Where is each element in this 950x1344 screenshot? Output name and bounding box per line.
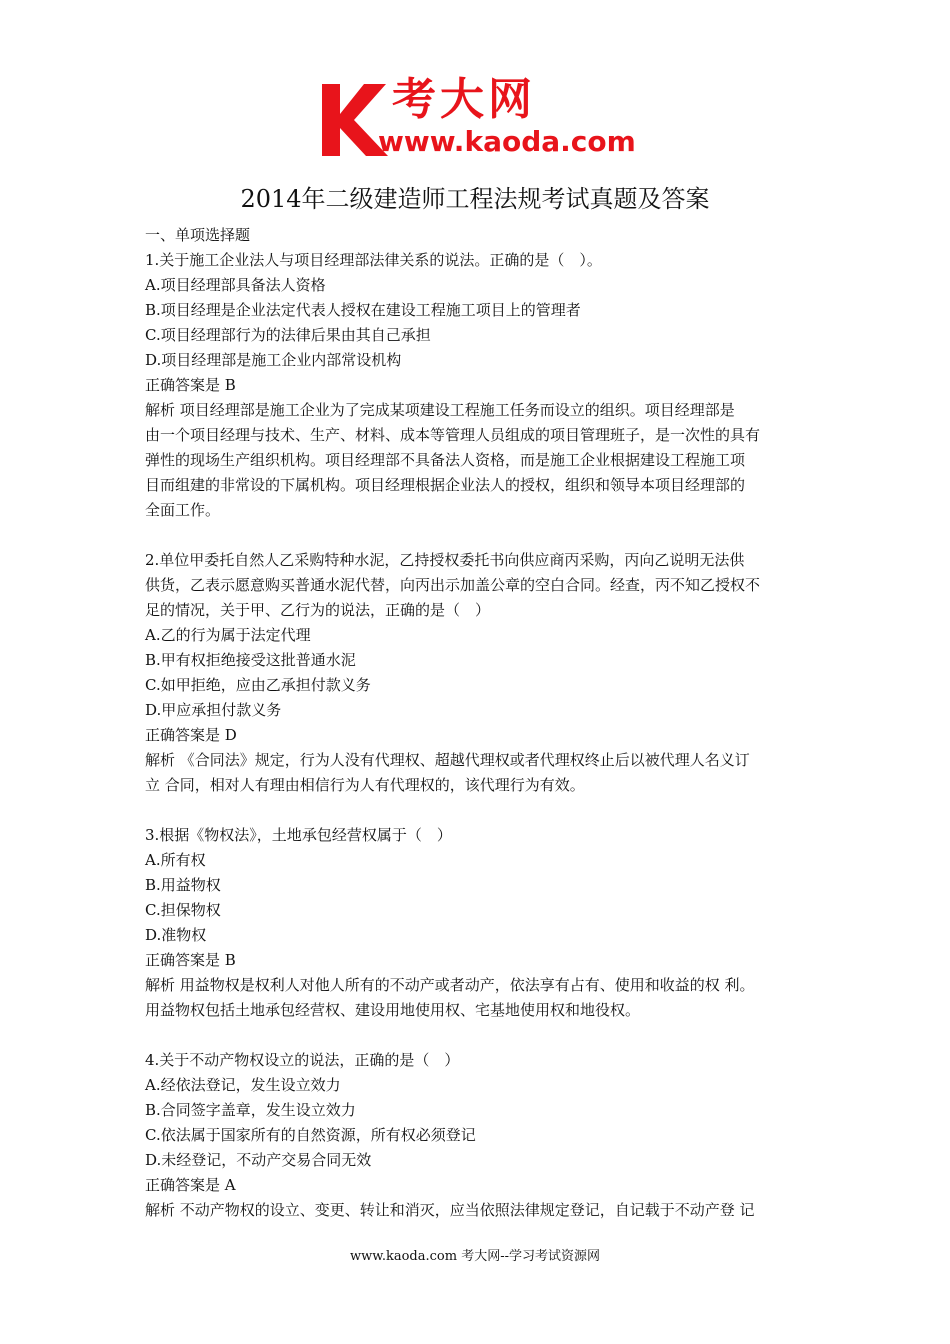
correct-answer: 正确答案是 B <box>145 951 236 969</box>
answer-analysis: 解析 《合同法》规定，行为人没有代理权、超越代理权或者代理权终止后以被代理人名义订 <box>145 751 750 769</box>
question-block <box>145 548 817 798</box>
logo-url: www.kaoda.com <box>378 125 636 158</box>
page-footer: www.kaoda.com 考大网--学习考试资源网 <box>350 1249 600 1264</box>
question-stem: 3.根据《物权法》，土地承包经营权属于（ ） <box>145 826 452 844</box>
question-stem: 2.单位甲委托自然人乙采购特种水泥，乙持授权委托书向供应商丙采购，丙向乙说明无法供 <box>145 551 745 569</box>
answer-analysis: 解析 用益物权是权利人对他人所有的不动产或者动产，依法享有占有、使用和收益的权 利。 <box>145 976 755 994</box>
answer-option: D.甲应承担付款义务 <box>145 701 282 719</box>
answer-option: D.准物权 <box>145 926 207 944</box>
question-stem: 1.关于施工企业法人与项目经理部法律关系的说法。正确的是（ ）。 <box>145 251 602 269</box>
question-stem: 足的情况，关于甲、乙行为的说法，正确的是（ ） <box>145 601 491 619</box>
answer-analysis: 解析 不动产物权的设立、变更、转让和消灭，应当依照法律规定登记，自记载于不动产登 记 <box>145 1201 755 1219</box>
answer-analysis: 由一个项目经理与技术、生产、材料、成本等管理人员组成的项目管理班子，是一次性的具有 <box>145 426 761 444</box>
document-body <box>145 223 817 1223</box>
question-block <box>145 823 817 1023</box>
answer-option: C.担保物权 <box>145 901 221 919</box>
answer-option: A.所有权 <box>145 851 206 869</box>
question-spacer <box>145 1023 817 1048</box>
answer-option: C.如甲拒绝，应由乙承担付款义务 <box>145 676 371 694</box>
answer-option: A.项目经理部具备法人资格 <box>145 276 326 294</box>
answer-option: D.未经登记，不动产交易合同无效 <box>145 1151 372 1169</box>
answer-option: C.依法属于国家所有的自然资源，所有权必须登记 <box>145 1126 476 1144</box>
answer-analysis: 全面工作。 <box>145 501 221 519</box>
answer-option: B.用益物权 <box>145 876 221 894</box>
answer-option: B.项目经理是企业法定代表人授权在建设工程施工项目上的管理者 <box>145 301 581 319</box>
answer-option: B.甲有权拒绝接受这批普通水泥 <box>145 651 356 669</box>
answer-analysis: 解析 项目经理部是施工企业为了完成某项建设工程施工任务而设立的组织。项目经理部是 <box>145 401 735 419</box>
answer-analysis: 立 合同，相对人有理由相信行为人有代理权的，该代理行为有效。 <box>145 776 585 794</box>
question-spacer <box>145 798 817 823</box>
answer-analysis: 目而组建的非常设的下属机构。项目经理根据企业法人的授权，组织和领导本项目经理部的 <box>145 476 746 494</box>
page-title: 2014年二级建造师工程法规考试真题及答案 <box>240 185 710 213</box>
question-stem: 4.关于不动产物权设立的说法，正确的是（ ） <box>145 1051 460 1069</box>
question-block <box>145 1048 817 1223</box>
logo-chinese-name: 考大网 <box>392 74 536 125</box>
section-heading: 一、单项选择题 <box>145 226 251 244</box>
answer-option: D.项目经理部是施工企业内部常设机构 <box>145 351 402 369</box>
answer-option: A.乙的行为属于法定代理 <box>145 626 311 644</box>
answer-option: B.合同签字盖章，发生设立效力 <box>145 1101 356 1119</box>
correct-answer: 正确答案是 B <box>145 376 236 394</box>
question-stem: 供货，乙表示愿意购买普通水泥代替，向丙出示加盖公章的空白合同。经查，丙不知乙授权不 <box>145 576 761 594</box>
question-block <box>145 248 817 523</box>
answer-option: A.经依法登记，发生设立效力 <box>145 1076 341 1094</box>
answer-option: C.项目经理部行为的法律后果由其自己承担 <box>145 326 431 344</box>
answer-analysis: 用益物权包括土地承包经营权、建设用地使用权、宅基地使用权和地役权。 <box>145 1001 641 1019</box>
correct-answer: 正确答案是 D <box>145 726 237 744</box>
correct-answer: 正确答案是 A <box>145 1176 236 1194</box>
answer-analysis: 弹性的现场生产组织机构。项目经理部不具备法人资格，而是施工企业根据建设工程施工项 <box>145 451 746 469</box>
question-spacer <box>145 523 817 548</box>
kaoda-logo <box>318 74 638 160</box>
